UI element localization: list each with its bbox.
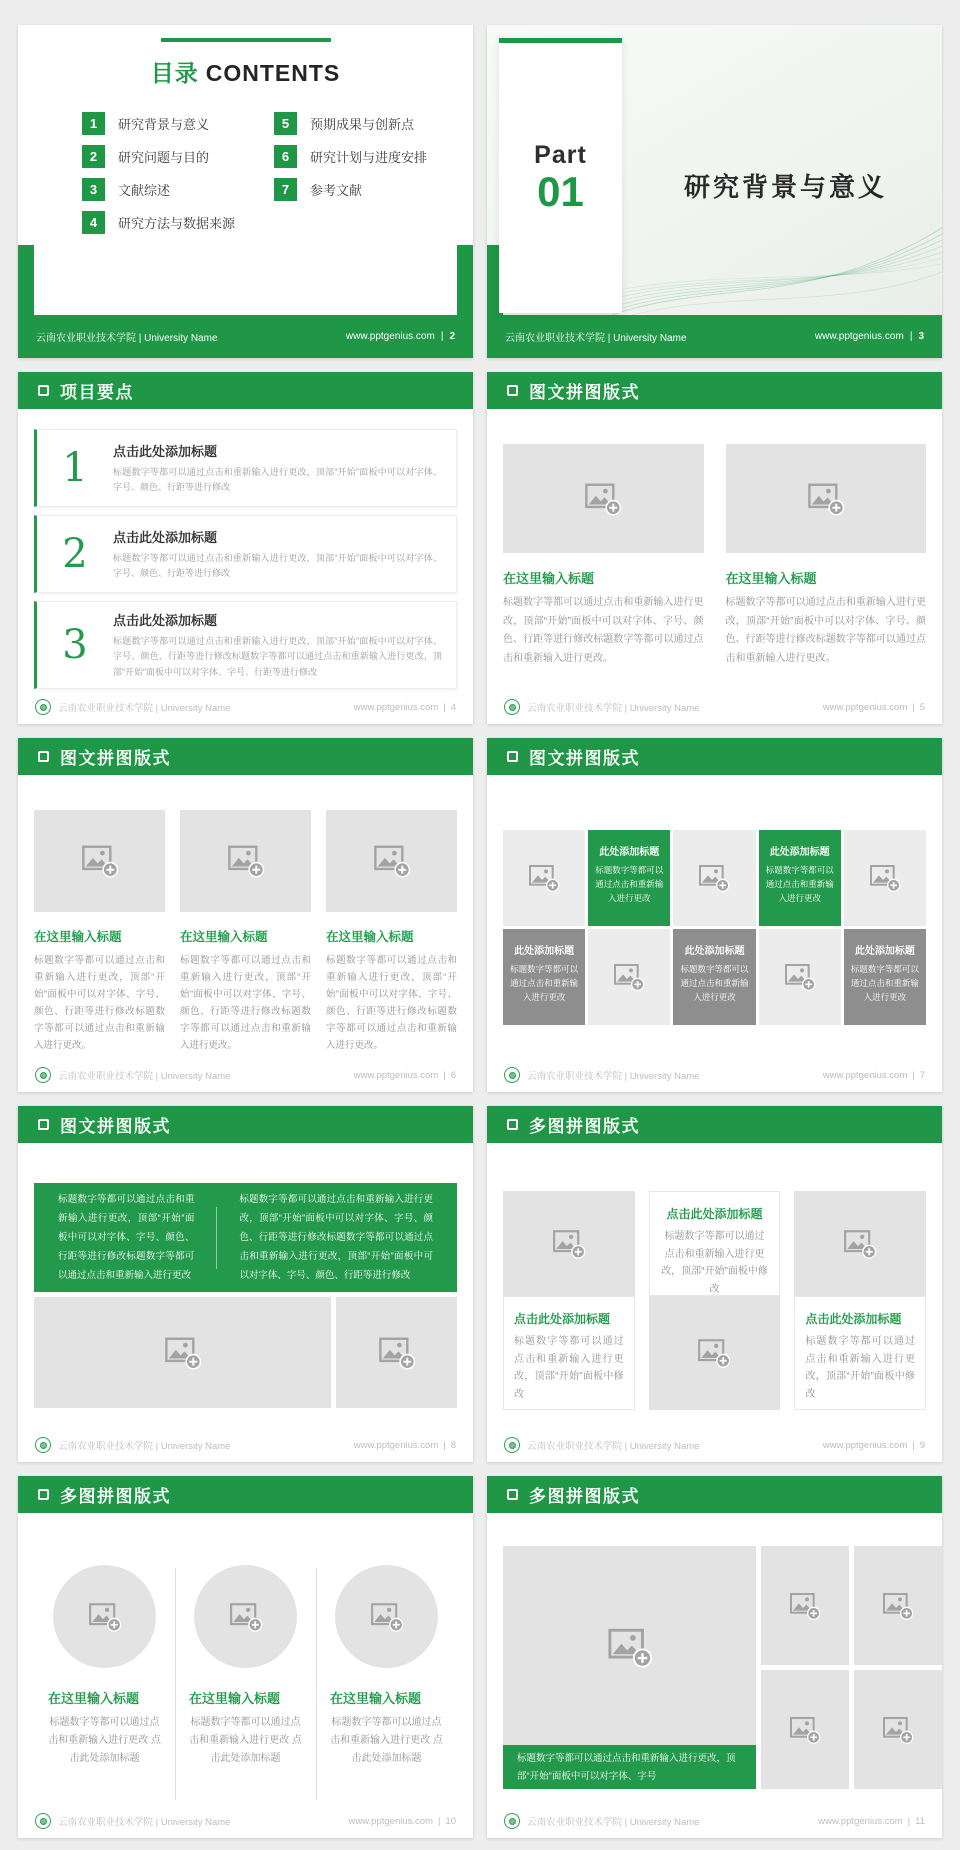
image-plus-icon — [784, 962, 816, 992]
image-placeholder — [588, 929, 670, 1025]
toc-item — [82, 211, 274, 234]
image-plus-icon — [607, 1626, 653, 1669]
school-logo-icon — [504, 1813, 520, 1829]
circle-column — [316, 1565, 457, 1768]
footer-page-number: 8 — [450, 1439, 456, 1451]
school-logo-icon — [35, 1437, 51, 1453]
column-title: 在这里输入标题 — [34, 930, 122, 944]
toc-item-number: 7 — [274, 178, 297, 201]
footer-page-number: 10 — [445, 1815, 456, 1827]
column-body: 标题数字等都可以通过点击和重新输入进行更改，顶部“开始”面板中可以对字体、字号、颜色、行距等进行修改标题数字等都可以通过点击和重新输入进行更改。 — [180, 955, 311, 1052]
cell-body: 标题数字等都可以通过点击和重新输入进行更改 — [765, 865, 834, 904]
mosaic-grid — [487, 775, 942, 1025]
image-text-column — [180, 810, 311, 1055]
toc-column-right — [274, 112, 427, 244]
toc-item-label: 文献综述 — [118, 183, 171, 198]
footer-divider: | — [907, 1815, 911, 1827]
image-plus-icon — [869, 863, 901, 893]
square-bullet-icon — [38, 1119, 49, 1130]
slide-thumbnail-two-images[interactable] — [487, 372, 942, 724]
column-divider — [175, 1568, 176, 1800]
toc-item-number: 6 — [274, 145, 297, 168]
footer-divider: | — [437, 1815, 441, 1827]
keypoint-number: 2 — [62, 531, 88, 577]
footer-site-url: www.pptgenius.com — [818, 1815, 903, 1827]
toc-item-number: 2 — [82, 145, 105, 168]
image-placeholder — [854, 1546, 942, 1665]
footer-site-url: www.pptgenius.com — [822, 1069, 908, 1081]
footer-page-number: 5 — [919, 701, 925, 713]
slide-thumbnail-mosaic-grid[interactable] — [487, 738, 942, 1092]
slide-footer — [18, 315, 473, 358]
panel-text-left: 标题数字等都可以通过点击和重新输入进行更改，顶部“开始”面板中可以对字体、字号、颜色、行距等进行修改标题数字等都可以通过点击和重新输入进行更改 — [58, 1194, 195, 1281]
cell-body: 标题数字等都可以通过点击和重新输入进行更改 — [850, 964, 919, 1003]
keypoint-body: 标题数字等都可以通过点击和重新输入进行更改，顶部“开始”面板中可以对字体、字号、颜色、行距等进行修改 — [113, 466, 442, 492]
image-placeholder-large — [503, 1546, 756, 1789]
cell-body: 标题数字等都可以通过点击和重新输入进行更改，顶部“开始”面板中修改 — [661, 1231, 768, 1295]
image-placeholder — [503, 1191, 635, 1296]
column-body: 标题数字等都可以通过点击和重新输入进行更改，顶部“开始”面板中可以对字体、字号、颜色、行距等进行修改标题数字等都可以通过点击和重新输入进行更改。 — [326, 955, 457, 1052]
toc-item-label: 研究方法与数据来源 — [118, 216, 236, 231]
cell-title: 此处添加标题 — [684, 946, 745, 957]
footer-school-name: 云南农业职业技术学院 | University Name — [505, 333, 687, 344]
toc-item — [274, 112, 427, 135]
green-text-panel — [34, 1183, 457, 1292]
slide-header-title: 多图拼图版式 — [529, 1117, 640, 1136]
toc-item-label: 研究背景与意义 — [118, 117, 210, 132]
slide-footer — [487, 1428, 942, 1462]
checkerboard-column — [503, 1191, 635, 1410]
image-plus-icon — [843, 1228, 877, 1260]
slide-header — [18, 1476, 473, 1513]
image-placeholder — [854, 1670, 942, 1789]
image-plus-icon — [370, 1601, 404, 1633]
image-plus-icon — [698, 863, 730, 893]
slide-header — [487, 1106, 942, 1143]
slide-header — [18, 372, 473, 409]
toc-column-left — [82, 112, 274, 244]
column-title: 在这里输入标题 — [330, 1691, 422, 1706]
toc-item — [82, 112, 274, 135]
toc-title-zh: 目录 — [150, 60, 199, 86]
image-plus-icon — [882, 1715, 914, 1745]
toc-title — [18, 55, 473, 88]
column-title: 在这里输入标题 — [725, 571, 817, 586]
slide-thumbnail-green-panel[interactable] — [18, 1106, 473, 1462]
toc-item — [82, 178, 274, 201]
mosaic-text-cell — [844, 929, 926, 1025]
corner-accent-block — [18, 245, 34, 315]
panel-text-right: 标题数字等都可以通过点击和重新输入进行更改，顶部“开始”面板中可以对字体、字号、颜色、行距等进行修改标题数字等都可以通过点击和重新输入进行更改，顶部“开始”面板中可以对字体、字号、颜色、行距等进行修改 — [239, 1194, 433, 1281]
toc-item-label: 研究计划与进度安排 — [310, 150, 428, 165]
cell-title: 点击此处添加标题 — [666, 1207, 763, 1221]
keypoint-number: 1 — [62, 445, 88, 491]
panel-divider — [216, 1207, 217, 1269]
image-placeholder — [844, 830, 926, 926]
part-number-card — [499, 38, 622, 313]
footer-site-url: www.pptgenius.com — [353, 701, 439, 713]
image-placeholder — [649, 1296, 781, 1410]
footer-site-url: www.pptgenius.com — [353, 1439, 439, 1451]
keypoint-item — [34, 515, 457, 593]
school-logo-icon — [35, 699, 51, 715]
cell-body: 标题数字等都可以通过点击和重新输入进行更改，顶部“开始”面板中修改 — [805, 1336, 915, 1400]
image-placeholder — [673, 830, 755, 926]
footer-page-number: 11 — [915, 1815, 925, 1827]
column-body: 标题数字等都可以通过点击和重新输入进行更改 点击此处添加标题 — [189, 1717, 302, 1764]
slide-header-title: 多图拼图版式 — [529, 1487, 640, 1506]
slide-header — [18, 1106, 473, 1143]
keypoint-title: 点击此处添加标题 — [113, 443, 218, 459]
corner-accent-block — [457, 245, 473, 315]
footer-divider: | — [909, 331, 913, 342]
square-bullet-icon — [507, 1489, 518, 1500]
slide-header-title: 图文拼图版式 — [529, 383, 640, 402]
footer-divider: | — [912, 1069, 915, 1081]
image-plus-icon — [789, 1591, 821, 1621]
column-body: 标题数字等都可以通过点击和重新输入进行更改，顶部“开始”面板中可以对字体、字号、颜色、行距等进行修改标题数字等都可以通过点击和重新输入进行更改。 — [503, 597, 704, 664]
image-plus-icon — [807, 481, 845, 517]
image-text-column — [34, 810, 165, 1055]
image-plus-icon — [378, 1335, 416, 1371]
footer-school-name: 云南农业职业技术学院 | University Name — [58, 1071, 231, 1082]
square-bullet-icon — [38, 385, 49, 396]
image-plus-icon — [584, 481, 622, 517]
square-bullet-icon — [507, 751, 518, 762]
slide-thumbnail-keypoints[interactable] — [18, 372, 473, 724]
slide-footer — [18, 1428, 473, 1462]
part-label: Part — [534, 141, 587, 170]
footer-page-number: 9 — [919, 1439, 925, 1451]
toc-item-number: 1 — [82, 112, 105, 135]
cell-title: 此处添加标题 — [769, 847, 830, 858]
footer-site-url: www.pptgenius.com — [822, 701, 908, 713]
circle-column — [175, 1565, 316, 1768]
image-text-column — [326, 810, 457, 1055]
image-placeholder — [326, 810, 457, 912]
image-plus-icon — [373, 843, 411, 879]
school-logo-icon — [504, 1437, 520, 1453]
collage-small-grid — [761, 1546, 942, 1789]
footer-page-number: 6 — [450, 1069, 456, 1081]
image-placeholder — [503, 830, 585, 926]
school-logo-icon — [35, 1813, 51, 1829]
image-plus-icon — [88, 1601, 122, 1633]
slide-footer — [18, 1804, 473, 1838]
image-placeholder — [34, 1297, 331, 1408]
keypoint-number: 3 — [62, 621, 88, 668]
keypoint-body: 标题数字等都可以通过点击和重新输入进行更改，顶部“开始”面板中可以对字体、字号、颜色、行距等进行修改 — [113, 552, 442, 578]
image-placeholder-circle — [335, 1565, 438, 1668]
mosaic-text-cell — [503, 929, 585, 1025]
cell-body: 标题数字等都可以通过点击和重新输入进行更改 — [595, 865, 664, 904]
slide-header-title: 图文拼图版式 — [529, 749, 640, 768]
toc-item — [274, 178, 427, 201]
image-plus-icon — [552, 1228, 586, 1260]
footer-page-number: 2 — [449, 331, 455, 342]
toc-title-en: CONTENTS — [205, 60, 341, 86]
toc-item — [274, 145, 427, 168]
slide-thumbnail-checkerboard[interactable] — [487, 1106, 942, 1462]
slide-footer — [18, 690, 473, 724]
footer-site-url: www.pptgenius.com — [345, 331, 435, 342]
slide-header-title: 图文拼图版式 — [60, 1117, 171, 1136]
footer-divider: | — [443, 1069, 446, 1081]
mosaic-text-cell — [588, 830, 670, 926]
footer-site-url: www.pptgenius.com — [814, 331, 904, 342]
image-plus-icon — [229, 1601, 263, 1633]
circle-column — [34, 1565, 175, 1768]
slide-thumbnail-section-cover[interactable] — [487, 25, 942, 358]
keypoint-title: 点击此处添加标题 — [113, 529, 218, 545]
image-plus-icon — [789, 1715, 821, 1745]
slide-header-title: 项目要点 — [60, 383, 134, 402]
footer-school-name: 云南农业职业技术学院 | University Name — [527, 1441, 700, 1452]
footer-divider: | — [443, 701, 446, 713]
cell-title: 此处添加标题 — [599, 847, 660, 858]
toc-list — [18, 88, 473, 244]
slide-header — [487, 1476, 942, 1513]
column-body: 标题数字等都可以通过点击和重新输入进行更改，顶部“开始”面板中可以对字体、字号、颜色、行距等进行修改标题数字等都可以通过点击和重新输入进行更改。 — [725, 597, 926, 664]
image-plus-icon — [613, 962, 645, 992]
slide-thumbnail-collage[interactable] — [487, 1476, 942, 1838]
mosaic-text-cell — [759, 830, 841, 926]
image-plus-icon — [697, 1337, 731, 1369]
slide-header — [487, 372, 942, 409]
collage-caption: 标题数字等都可以通过点击和重新输入进行更改，顶部“开始”面板中可以对字体、字号 — [503, 1745, 756, 1789]
slide-footer — [18, 1058, 473, 1092]
image-text-column — [726, 444, 927, 668]
slide-footer — [487, 315, 942, 358]
image-placeholder — [794, 1191, 926, 1296]
cell-title: 点击此处添加标题 — [805, 1312, 902, 1326]
image-placeholder — [761, 1670, 849, 1789]
image-plus-icon — [164, 1335, 202, 1371]
square-bullet-icon — [38, 751, 49, 762]
slide-footer — [487, 690, 942, 724]
checkerboard-column — [649, 1191, 781, 1410]
column-divider — [316, 1568, 317, 1800]
image-placeholder — [761, 1546, 849, 1665]
footer-site-url: www.pptgenius.com — [348, 1815, 433, 1827]
toc-item-label: 参考文献 — [310, 183, 363, 198]
footer-divider: | — [443, 1439, 446, 1451]
cell-title: 此处添加标题 — [854, 946, 915, 957]
cell-body: 标题数字等都可以通过点击和重新输入进行更改，顶部“开始”面板中修改 — [514, 1336, 624, 1400]
square-bullet-icon — [38, 1489, 49, 1500]
square-bullet-icon — [507, 385, 518, 396]
column-title: 在这里输入标题 — [503, 571, 595, 586]
toc-accent-line — [161, 38, 331, 42]
column-body: 标题数字等都可以通过点击和重新输入进行更改，顶部“开始”面板中可以对字体、字号、颜色、行距等进行修改标题数字等都可以通过点击和重新输入进行更改。 — [34, 955, 165, 1052]
school-logo-icon — [35, 1067, 51, 1083]
text-cell — [649, 1191, 781, 1296]
footer-school-name: 云南农业职业技术学院 | University Name — [527, 1071, 700, 1082]
footer-school-name: 云南农业职业技术学院 | University Name — [36, 333, 218, 344]
toc-item-label: 预期成果与创新点 — [310, 117, 415, 132]
keypoint-item — [34, 429, 457, 507]
slide-footer — [487, 1058, 942, 1092]
image-placeholder — [726, 444, 927, 553]
image-placeholder-circle — [53, 1565, 156, 1668]
text-cell — [503, 1296, 635, 1410]
checkerboard-grid — [487, 1143, 942, 1410]
footer-divider: | — [912, 701, 915, 713]
toc-item — [82, 145, 274, 168]
column-title: 在这里输入标题 — [189, 1691, 281, 1706]
footer-divider: | — [440, 331, 444, 342]
slide-thumbnail-circles[interactable] — [18, 1476, 473, 1838]
keypoint-item — [34, 601, 457, 689]
footer-divider: | — [912, 1439, 915, 1451]
footer-school-name: 云南农业职业技术学院 | University Name — [527, 1817, 700, 1828]
slide-footer — [487, 1804, 942, 1838]
footer-page-number: 4 — [450, 701, 456, 713]
keypoint-body: 标题数字等都可以通过点击和重新输入进行更改，顶部“开始”面板中可以对字体、字号、颜色、行距等进行修改标题数字等都可以通过点击和重新输入进行更改，顶部“开始”面板中可以对字体、字号、行距等进行修改 — [113, 636, 442, 677]
image-text-columns — [18, 775, 473, 1055]
footer-school-name: 云南农业职业技术学院 | University Name — [58, 703, 231, 714]
cell-body: 标题数字等都可以通过点击和重新输入进行更改 — [680, 964, 749, 1003]
image-plus-icon — [528, 863, 560, 893]
image-text-column — [503, 444, 704, 668]
footer-site-url: www.pptgenius.com — [353, 1069, 439, 1081]
column-title: 在这里输入标题 — [48, 1691, 140, 1706]
column-title: 在这里输入标题 — [180, 930, 268, 944]
column-body: 标题数字等都可以通过点击和重新输入进行更改 点击此处添加标题 — [48, 1717, 161, 1764]
slide-header — [487, 738, 942, 775]
checkerboard-column — [794, 1191, 926, 1410]
school-logo-icon — [504, 1067, 520, 1083]
cell-body: 标题数字等都可以通过点击和重新输入进行更改 — [510, 964, 579, 1003]
text-cell — [794, 1296, 926, 1410]
image-plus-icon — [227, 843, 265, 879]
square-bullet-icon — [507, 1119, 518, 1130]
wave-decoration — [612, 220, 942, 315]
slide-thumbnail-toc[interactable] — [18, 25, 473, 358]
image-plus-icon — [81, 843, 119, 879]
collage-layout — [503, 1546, 942, 1789]
cell-title: 此处添加标题 — [514, 946, 575, 957]
slide-header-title: 图文拼图版式 — [60, 749, 171, 768]
footer-site-url: www.pptgenius.com — [822, 1439, 908, 1451]
mosaic-text-cell — [673, 929, 755, 1025]
circle-columns — [18, 1513, 473, 1768]
footer-school-name: 云南农业职业技术学院 | University Name — [58, 1817, 231, 1828]
image-plus-icon — [882, 1591, 914, 1621]
footer-page-number: 3 — [918, 331, 924, 342]
footer-page-number: 7 — [919, 1069, 925, 1081]
footer-school-name: 云南农业职业技术学院 | University Name — [527, 703, 700, 714]
image-row — [34, 1297, 457, 1408]
keypoint-title: 点击此处添加标题 — [113, 613, 218, 628]
section-title: 研究背景与意义 — [683, 172, 887, 203]
image-placeholder — [336, 1297, 457, 1408]
image-placeholder — [503, 444, 704, 553]
keypoint-list — [18, 409, 473, 689]
image-placeholder — [759, 929, 841, 1025]
column-title: 在这里输入标题 — [326, 930, 414, 944]
toc-item-label: 研究问题与目的 — [118, 150, 210, 165]
footer-school-name: 云南农业职业技术学院 | University Name — [58, 1441, 231, 1452]
toc-item-number: 5 — [274, 112, 297, 135]
column-body: 标题数字等都可以通过点击和重新输入进行更改 点击此处添加标题 — [330, 1717, 443, 1764]
toc-item-number: 3 — [82, 178, 105, 201]
cell-title: 点击此处添加标题 — [514, 1312, 611, 1326]
school-logo-icon — [504, 699, 520, 715]
slide-header-title: 多图拼图版式 — [60, 1487, 171, 1506]
image-placeholder — [180, 810, 311, 912]
slide-thumbnail-three-images[interactable] — [18, 738, 473, 1092]
part-number: 01 — [537, 168, 584, 216]
image-placeholder-circle — [194, 1565, 297, 1668]
image-text-columns — [487, 409, 942, 668]
toc-item-number: 4 — [82, 211, 105, 234]
slide-header — [18, 738, 473, 775]
image-placeholder — [34, 810, 165, 912]
